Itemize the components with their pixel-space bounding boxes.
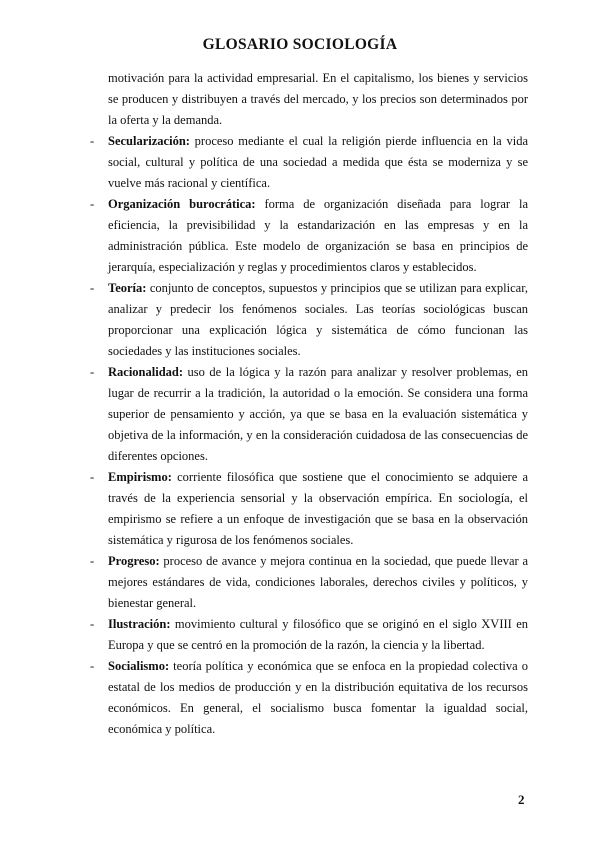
document-title: GLOSARIO SOCIOLOGÍA [202, 36, 398, 53]
glossary-term: Progreso: [108, 554, 160, 568]
glossary-term: Organización burocrática: [108, 197, 256, 211]
glossary-definition: conjunto de conceptos, supuestos y principios que se utilizan para explicar, analizar y predecir los fenómenos sociales. Las teorías sociológicas buscan proporcionar una explicación lógica y sistemática de cómo funcionan las sociedades y las instituciones sociales. [108, 281, 529, 358]
glossary-definition: movimiento cultural y filosófico que se originó en el siglo XVIII en Europa y que se centró en la promoción de la razón, la ciencia y la libertad. [108, 617, 529, 652]
glossary-entry-teoria [90, 278, 529, 362]
glossary-definition: teoría política y económica que se enfoca en la propiedad colectiva o estatal de los medios de producción y en la distribución equitativa de los recursos económicos. En general, el socialismo busca fomentar la igualdad social, económica y política. [108, 659, 529, 736]
glossary-definition: proceso de avance y mejora continua en la sociedad, que puede llevar a mejores estándares de vida, condiciones laborales, derechos civiles y políticos, y bienestar general. [108, 554, 529, 610]
glossary-definition: forma de organización diseñada para lograr la eficiencia, la previsibilidad y la estandarización en las empresas y en la administración pública. Este modelo de organización se basa en principios de jerarquía, especialización y reglas y procedimientos claros y establecidos. [108, 197, 529, 274]
glossary-entry-racionalidad [90, 362, 528, 467]
bullet-marker: - [90, 659, 95, 673]
glossary-definition: corriente filosófica que sostiene que el conocimiento se adquiere a través de la experiencia sensorial y la observación empírica. En sociología, el empirismo se refiere a un enfoque de investigación que se basa en la observación sistemática y rigurosa de los fenómenos sociales. [108, 470, 529, 547]
glossary-body [90, 68, 529, 740]
bullet-marker: - [90, 197, 95, 211]
intro-paragraph: motivación para la actividad empresarial. En el capitalismo, los bienes y servicios se producen y distribuyen a través del mercado, y los precios son determinados por la oferta y la demanda. [108, 71, 528, 127]
bullet-marker: - [90, 281, 95, 295]
glossary-entry-ilustracion [90, 614, 529, 656]
glossary-definition: uso de la lógica y la razón para analizar y resolver problemas, en lugar de recurrir a la tradición, la autoridad o la emoción. Se considera una forma superior de pensamiento y acción, ya que se basa en la evaluación sistemática y objetiva de la información, y en la consideración cuidadosa de las consecuencias de diferentes opciones. [108, 365, 528, 463]
glossary-term: Teoría: [108, 281, 147, 295]
bullet-marker: - [90, 134, 95, 148]
bullet-marker: - [90, 365, 95, 379]
glossary-entry-progreso [90, 551, 529, 614]
glossary-term: Socialismo: [108, 659, 170, 673]
glossary-entry-socialismo [90, 656, 529, 740]
glossary-term: Secularización: [108, 134, 190, 148]
glossary-entry-organizacion-burocratica [90, 194, 529, 278]
glossary-term: Empirismo: [108, 470, 172, 484]
bullet-marker: - [90, 617, 95, 631]
page-number: 2 [518, 792, 525, 807]
glossary-entry-secularizacion [90, 131, 528, 194]
glossary-definition: proceso mediante el cual la religión pierde influencia en la vida social, cultural y política de una sociedad a medida que ésta se moderniza y se vuelve más racional y científica. [108, 134, 528, 190]
bullet-marker: - [90, 554, 95, 568]
bullet-marker: - [90, 470, 95, 484]
glossary-term: Ilustración: [108, 617, 171, 631]
glossary-entry-empirismo [90, 467, 529, 551]
glossary-term: Racionalidad: [108, 365, 184, 379]
